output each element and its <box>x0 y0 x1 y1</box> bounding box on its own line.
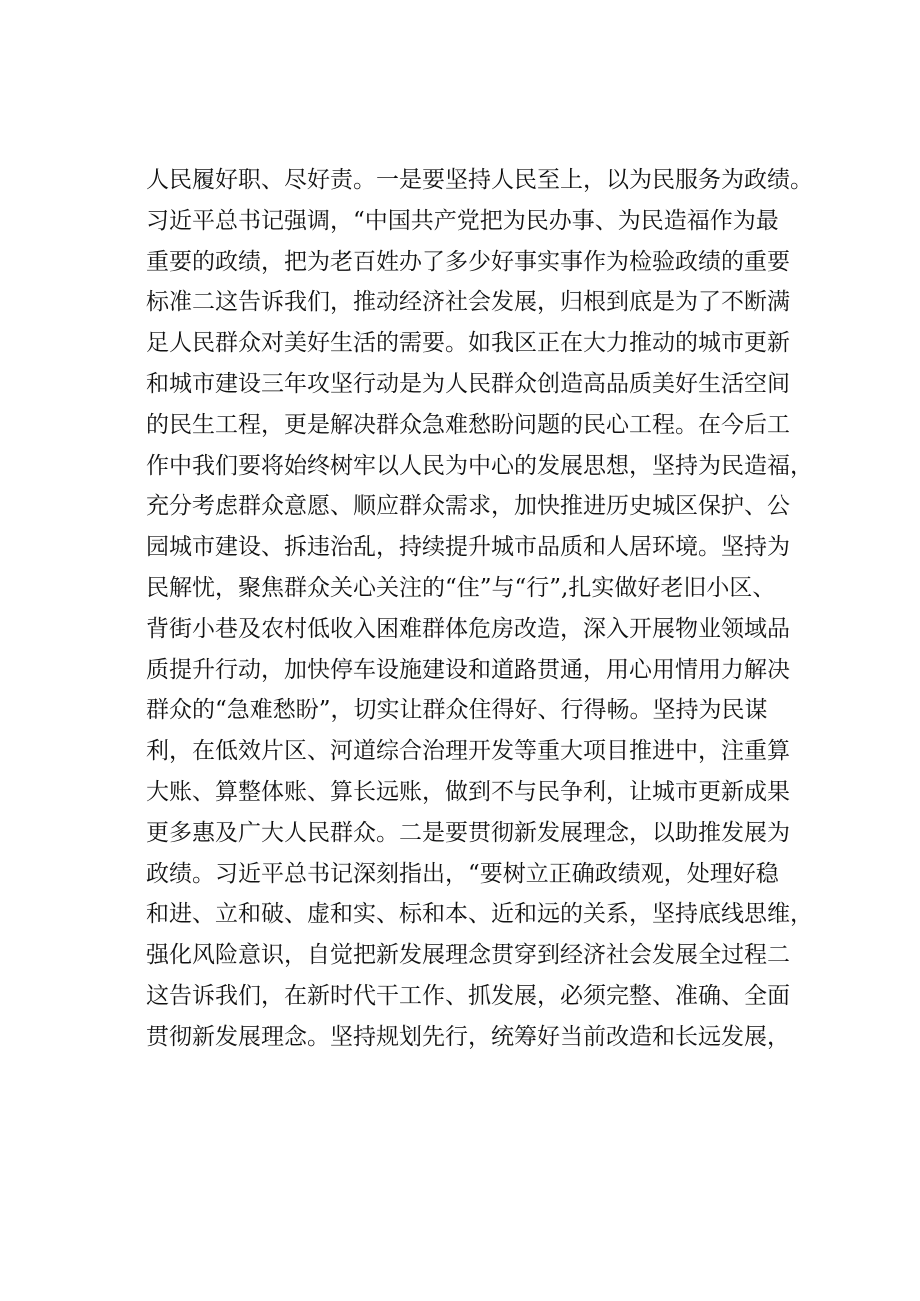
text-line: 民解忧，聚焦群众关心关注的“住”与“行”,扎实做好老旧小区、 <box>146 574 776 601</box>
text-line: 的民生工程，更是解决群众急难愁盼问题的民心工程。在今后工 <box>146 411 790 438</box>
text-line: 质提升行动，加快停车设施建设和道路贯通，用心用情用力解决 <box>146 656 790 683</box>
text-line: 贯彻新发展理念。坚持规划先行，统筹好当前改造和长远发展， <box>146 1023 790 1050</box>
text-line: 群众的“急难愁盼”，切实让群众住得好、行得畅。坚持为民谋 <box>146 697 768 724</box>
text-line: 重要的政绩，把为老百姓办了多少好事实事作为检验政绩的重要 <box>146 248 790 275</box>
text-line: 标准二这告诉我们，推动经济社会发展，归根到底是为了不断满 <box>146 289 790 316</box>
text-line: 足人民群众对美好生活的需要。如我区正在大力推动的城市更新 <box>146 330 790 357</box>
text-line: 大账、算整体账、算长远账，做到不与民争利，让城市更新成果 <box>146 778 790 805</box>
text-line: 利，在低效片区、河道综合治理开发等重大项目推进中，注重算 <box>146 738 790 765</box>
body-paragraph <box>146 160 813 1058</box>
text-line: 人民履好职、尽好责。一是要坚持人民至上，以为民服务为政绩。 <box>146 167 813 193</box>
text-line: 习近平总书记强调，“中国共产党把为民办事、为民造福作为最 <box>146 207 779 234</box>
text-line: 园城市建设、拆违治乱，持续提升城市品质和人居环境。坚持为 <box>146 534 790 561</box>
text-line: 更多惠及广大人民群众。二是要贯彻新发展理念，以助推发展为 <box>146 819 790 846</box>
text-line: 这告诉我们，在新时代干工作、抓发展，必须完整、准确、全面 <box>146 982 790 1009</box>
text-line: 作中我们要将始终树牢以人民为中心的发展思想，坚持为民造福， <box>146 452 813 479</box>
text-line: 政绩。习近平总书记深刻指出，“要树立正确政绩观，处理好稳 <box>146 860 779 887</box>
text-line: 和城市建设三年攻坚行动是为人民群众创造高品质美好生活空间 <box>146 370 790 397</box>
text-line: 背街小巷及农村低收入困难群体危房改造，深入开展物业领域品 <box>146 615 790 642</box>
text-line: 强化风险意识，自觉把新发展理念贯穿到经济社会发展全过程二 <box>146 942 790 969</box>
text-line: 充分考虑群众意愿、顺应群众需求，加快推进历史城区保护、公 <box>146 493 790 520</box>
text-line: 和进、立和破、虚和实、标和本、近和远的关系，坚持底线思维， <box>146 901 813 928</box>
